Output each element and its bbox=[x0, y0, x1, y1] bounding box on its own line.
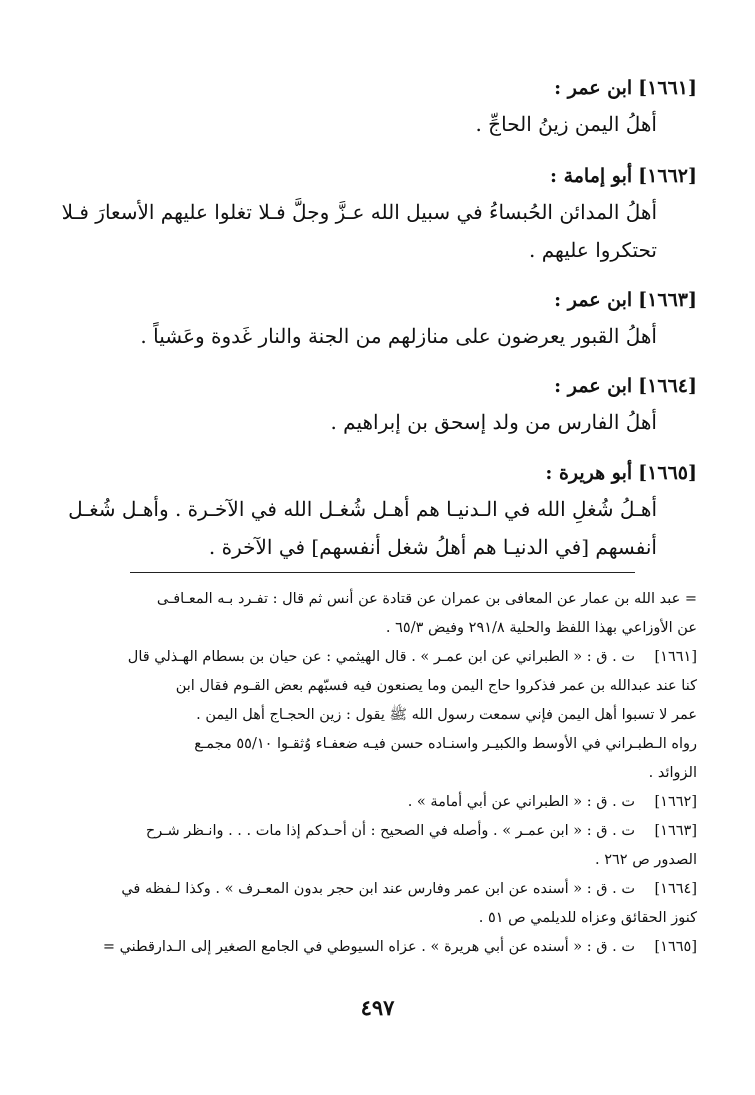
footnote-line: الزوائد . bbox=[648, 765, 697, 781]
footnote-line: ت . ق : « ابن عمـر » . وأصله في الصحيح : أن أحـدكم إذا مات . . . وانـظر شـرح bbox=[145, 823, 635, 839]
entry-number: [١٦٦٥] bbox=[638, 462, 697, 484]
footnotes bbox=[52, 585, 697, 962]
entry-line: أهلُ اليمن زينُ الحاجِّ . bbox=[475, 112, 657, 136]
footnote-line: = عبد الله بن عمار عن المعافى بن عمران عن قتادة عن أنس ثم قال : تفـرد بـه المعـافـى bbox=[156, 591, 697, 607]
entry-number: [١٦٦٣] bbox=[638, 289, 697, 311]
footnote-separator-rule bbox=[130, 572, 635, 573]
hadith-entry-1661 bbox=[57, 75, 697, 143]
footnote-line: ت . ق : « الطبراني عن أبي أمامة » . bbox=[407, 794, 635, 810]
entry-number: [١٦٦٢] bbox=[638, 165, 697, 187]
hadith-entry-1663 bbox=[57, 287, 697, 355]
entry-number: [١٦٦١] bbox=[638, 77, 697, 99]
entry-text bbox=[57, 105, 657, 143]
entry-narrator: أبو إمامة : bbox=[549, 165, 633, 187]
entry-narrator: ابن عمر : bbox=[554, 375, 633, 397]
entry-line: أهلُ المدائن الحُبساءُ في سبيل الله عـزَّ وجلَّ فـلا تغلوا عليهم الأسعارَ فـلا bbox=[61, 200, 657, 224]
entry-narrator: ابن عمر : bbox=[554, 77, 633, 99]
entry-text bbox=[57, 490, 657, 566]
entry-line: أهـلُ شُغلِ الله في الـدنيـا هم أهـل شُغـل الله في الآخـرة . وأهـل شُغـل bbox=[68, 497, 657, 521]
page-number: ٤٩٧ bbox=[360, 995, 395, 1020]
footnote-line: الصدور ص ٢٦٢ . bbox=[595, 852, 697, 868]
entry-heading bbox=[57, 373, 697, 399]
footnote-number: [١٦٦٣] bbox=[654, 823, 697, 839]
entry-text bbox=[57, 317, 657, 355]
footnote-1661 bbox=[52, 643, 697, 672]
footnote-line: عمر لا تسبوا أهل اليمن فإني سمعت رسول الله ﷺ يقول : زين الحجـاج أهل اليمن . bbox=[196, 707, 697, 723]
entry-line: أهلُ الفارس من ولد إسحق بن إبراهيم . bbox=[330, 410, 657, 434]
footnote-line: كنوز الحقائق وعزاه للديلمي ص ٥١ . bbox=[478, 910, 697, 926]
entry-text bbox=[57, 403, 657, 441]
entry-narrator: أبو هريرة : bbox=[545, 462, 633, 484]
footnote-1662 bbox=[52, 788, 697, 817]
footnote-1663-body bbox=[52, 846, 697, 875]
footnote-1661-body bbox=[52, 672, 697, 788]
footnote-continuation bbox=[52, 585, 697, 643]
footnote-line: رواه الـطبـراني في الأوسط والكبيـر واسنـاده حسن فيـه ضعفـاء وُثقـوا ٥٥/١٠ مجمـع bbox=[194, 736, 697, 752]
entry-line: أنفسهم [في الدنيـا هم أهلُ شغل أنفسهم] في الآخرة . bbox=[208, 535, 657, 559]
hadith-entry-1662 bbox=[57, 163, 697, 269]
entry-heading bbox=[57, 287, 697, 313]
footnote-line: كنا عند عبدالله بن عمر فذكروا حاج اليمن وما يصنعون فيه فسبّهم بعض القـوم فقال ابن bbox=[175, 678, 697, 694]
footnote-number: [١٦٦٢] bbox=[654, 794, 697, 810]
footnote-1664 bbox=[52, 875, 697, 904]
hadith-entry-1664 bbox=[57, 373, 697, 441]
footnote-number: [١٦٦١] bbox=[654, 649, 697, 665]
entry-heading bbox=[57, 460, 697, 486]
entry-narrator: ابن عمر : bbox=[554, 289, 633, 311]
footnote-line: عن الأوزاعي بهذا اللفظ والحلية ٢٩١/٨ وفيض ٦٥/٣ . bbox=[385, 620, 697, 636]
entry-line: تحتكروا عليهم . bbox=[529, 238, 657, 262]
footnote-number: [١٦٦٤] bbox=[654, 881, 697, 897]
footnote-number: [١٦٦٥] bbox=[654, 939, 697, 955]
footnote-1665 bbox=[52, 933, 697, 962]
entry-heading bbox=[57, 75, 697, 101]
footnote-1664-body bbox=[52, 904, 697, 933]
entry-number: [١٦٦٤] bbox=[638, 375, 697, 397]
footnote-line: ت . ق : « أسنده عن أبي هريرة » . عزاه السيوطي في الجامع الصغير إلى الـدارقطني = bbox=[102, 939, 635, 955]
footnote-1663 bbox=[52, 817, 697, 846]
hadith-entry-1665 bbox=[57, 460, 697, 566]
entry-heading bbox=[57, 163, 697, 189]
footnote-line: ت . ق : « أسنده عن ابن عمر وفارس عند ابن حجر بدون المعـرف » . وكذا لـفظه في bbox=[121, 881, 635, 897]
entry-line: أهلُ القبور يعرضون على منازلهم من الجنة والنار غَدوة وعَشياً . bbox=[140, 324, 657, 348]
entry-text bbox=[57, 193, 657, 269]
footnote-line: ت . ق : « الطبراني عن ابن عمـر » . قال الهيثمي : عن حيان بن بسطام الهـذلي قال bbox=[127, 649, 635, 665]
